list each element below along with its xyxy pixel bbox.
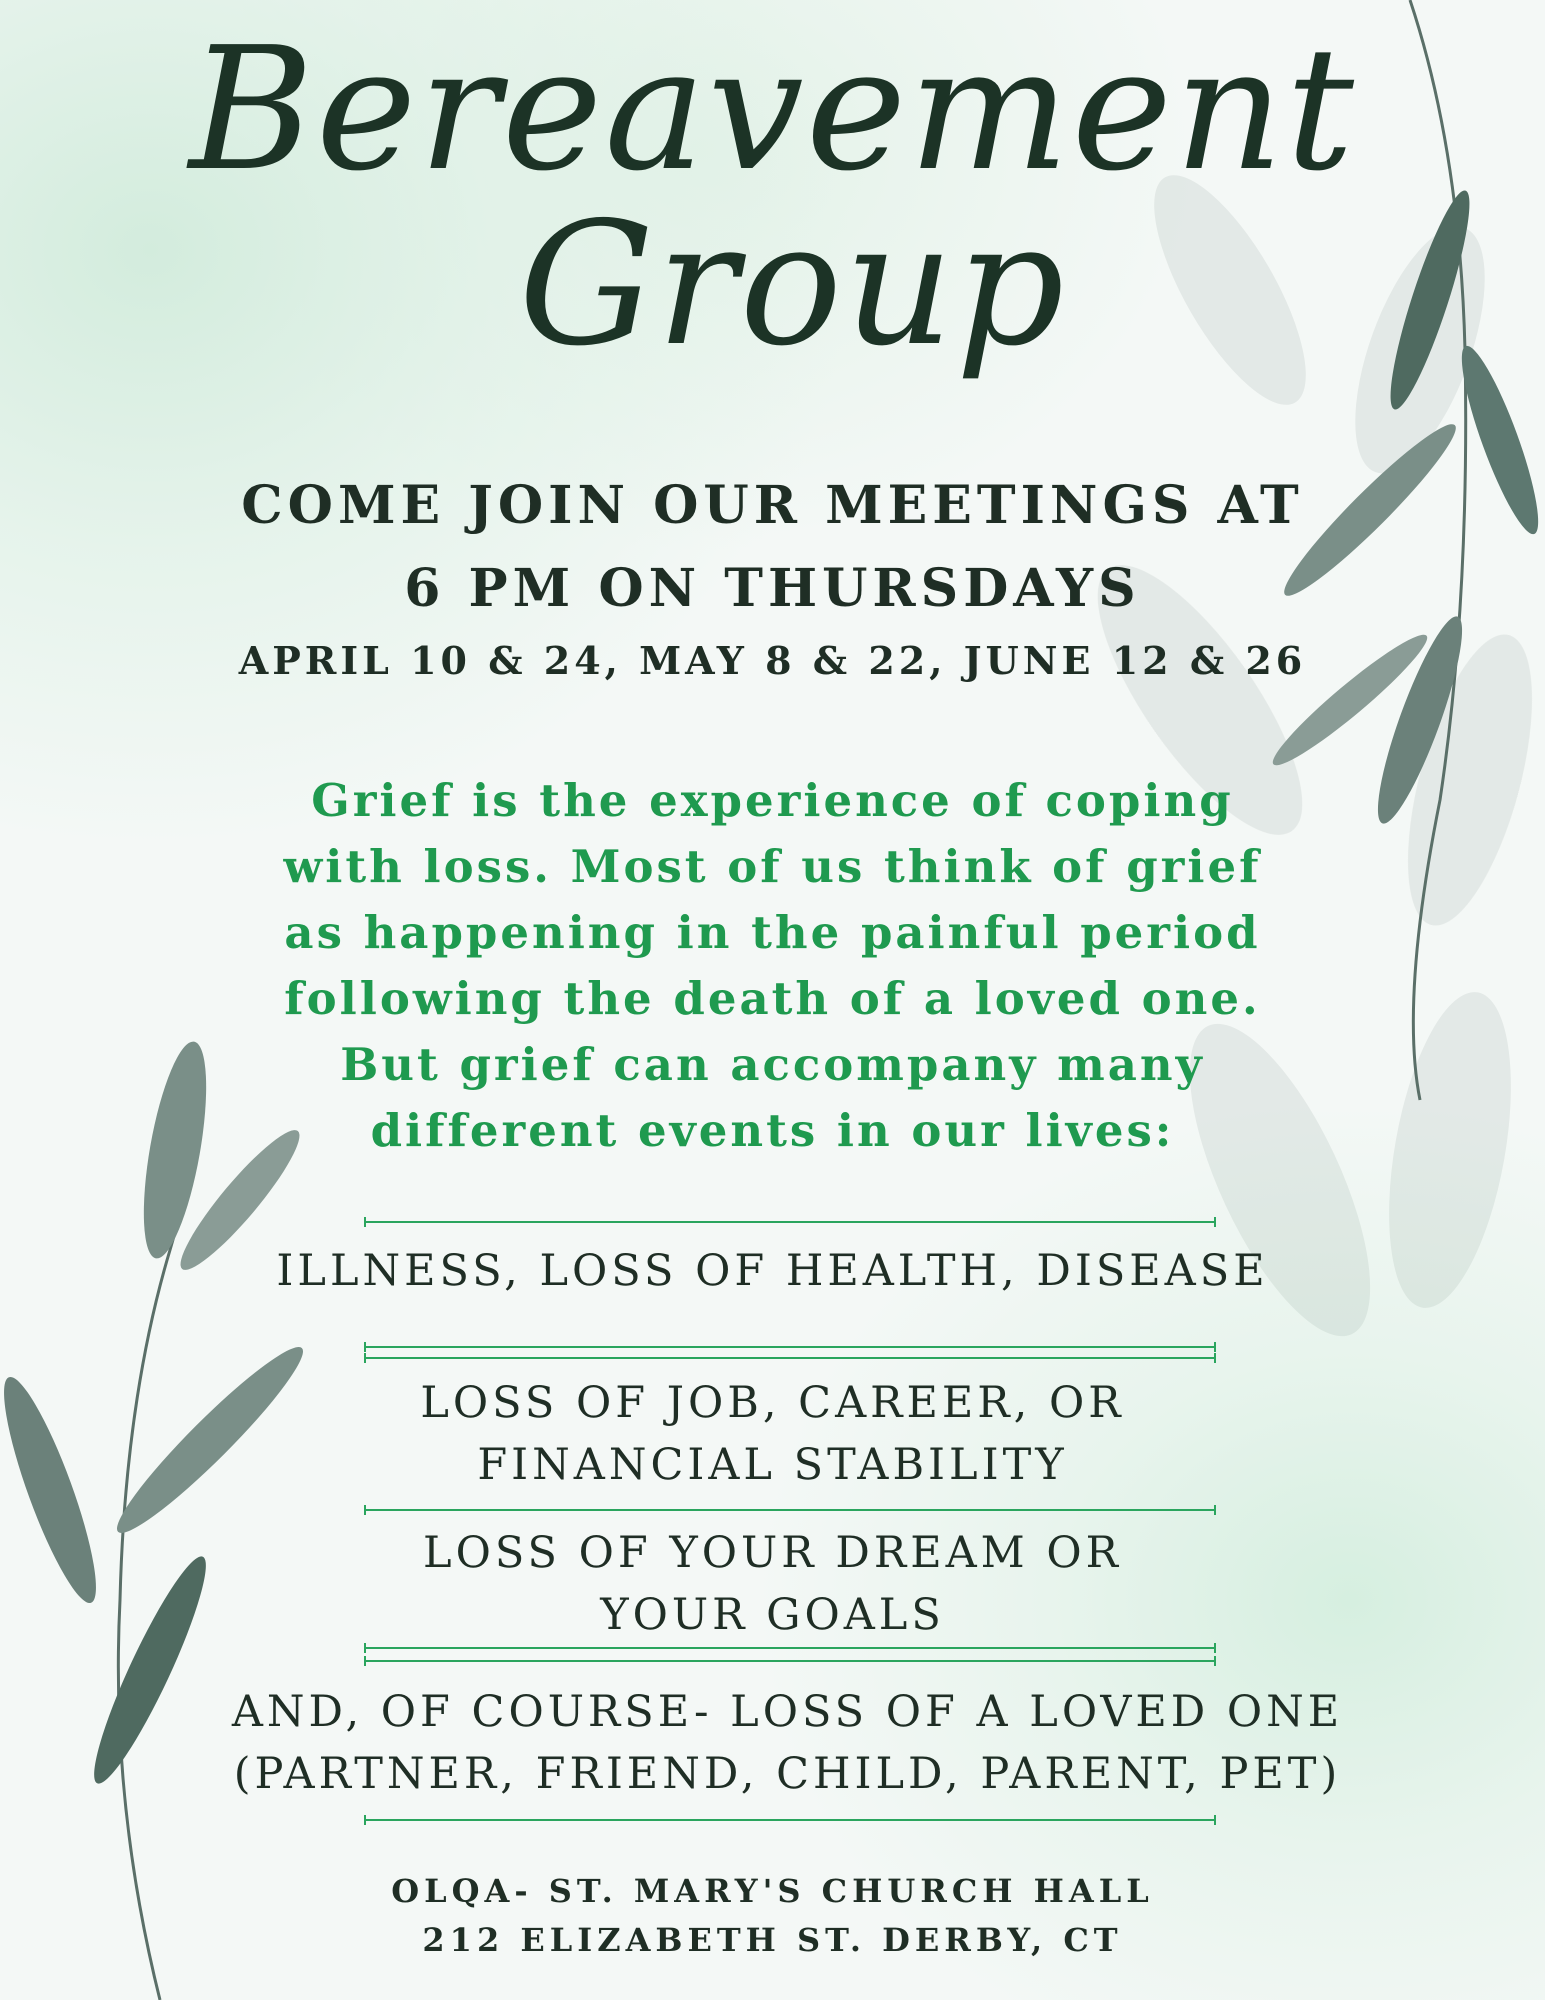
loss-line: FINANCIAL STABILITY xyxy=(477,1440,1068,1490)
loss-line: LOSS OF YOUR DREAM OR xyxy=(423,1528,1122,1578)
schedule-line-2: 6 PM ON THURSDAYS xyxy=(404,558,1141,619)
schedule-line-1: COME JOIN OUR MEETINGS AT xyxy=(241,475,1304,536)
meeting-dates: APRIL 10 & 24, MAY 8 & 22, JUNE 12 & 26 xyxy=(238,638,1307,683)
divider xyxy=(364,1660,1216,1662)
location-name: OLQA- ST. MARY'S CHURCH HALL xyxy=(391,1872,1154,1910)
title-line-2: Group xyxy=(518,186,1067,384)
intro-line: Grief is the experience of coping xyxy=(311,774,1234,827)
divider xyxy=(364,1346,1216,1348)
loss-item-illness xyxy=(0,1240,1545,1302)
title-line-1: Bereavement xyxy=(188,11,1356,209)
left-vine xyxy=(0,1037,316,2000)
intro-line: following the death of a loved one. xyxy=(284,972,1261,1025)
loss-line: AND, OF COURSE- LOSS OF A LOVED ONE xyxy=(231,1687,1344,1737)
location xyxy=(0,1867,1545,1965)
loss-line: ILLNESS, LOSS OF HEALTH, DISEASE xyxy=(276,1246,1269,1296)
loss-line: YOUR GOALS xyxy=(600,1590,945,1640)
divider xyxy=(364,1647,1216,1649)
loss-item-job xyxy=(0,1372,1545,1496)
intro-line: But grief can accompany many xyxy=(340,1038,1205,1091)
divider xyxy=(364,1819,1216,1821)
location-address: 212 ELIZABETH ST. DERBY, CT xyxy=(422,1921,1123,1959)
loss-item-dream xyxy=(0,1522,1545,1646)
loss-item-loved-one xyxy=(0,1681,1545,1805)
divider xyxy=(364,1357,1216,1359)
intro-paragraph xyxy=(0,768,1545,1164)
intro-line: with loss. Most of us think of grief xyxy=(283,840,1262,893)
divider xyxy=(364,1221,1216,1223)
loss-line: LOSS OF JOB, CAREER, OR xyxy=(420,1378,1125,1428)
intro-line: different events in our lives: xyxy=(370,1104,1175,1157)
divider xyxy=(364,1509,1216,1511)
loss-line: (PARTNER, FRIEND, CHILD, PARENT, PET) xyxy=(233,1749,1342,1799)
intro-line: as happening in the painful period xyxy=(284,906,1261,959)
